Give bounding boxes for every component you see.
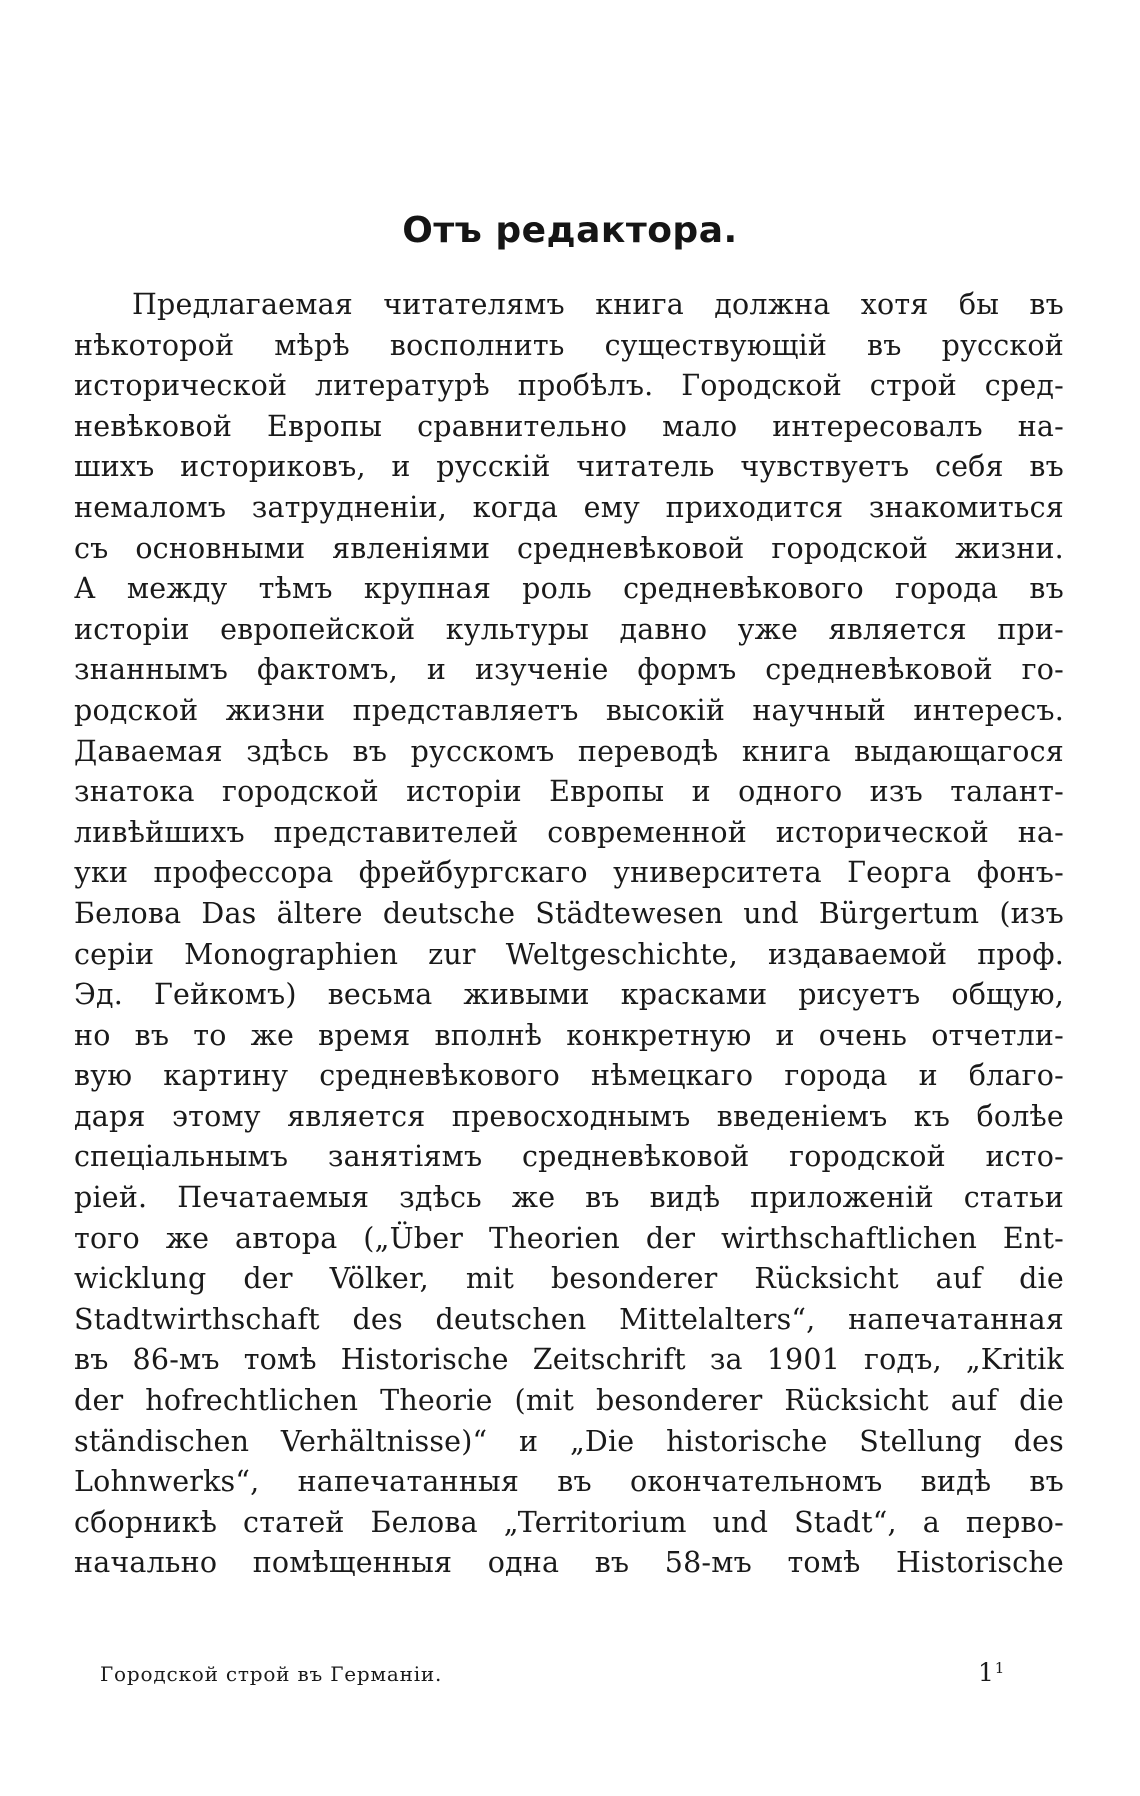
text-line: Stadtwirthschaft des deutschen Mittelalters“, напечатанная (74, 1302, 1064, 1336)
text-line: сборникѣ статей Белова „Territorium und Stadt“, а перво- (74, 1505, 1064, 1539)
text-line: вую картину средневѣкового нѣмецкаго города и благо- (74, 1059, 1064, 1093)
text-line: но въ то же время вполнѣ конкретную и очень отчетли- (74, 1018, 1064, 1052)
signature-number: 1 (978, 1658, 995, 1687)
signature-superscript: 1 (994, 1659, 1006, 1677)
text-line: wicklung der Völker, mit besonderer Rücksicht auf die (74, 1262, 1064, 1296)
text-line: исторической литературѣ пробѣлъ. Городской строй сред- (74, 369, 1064, 403)
text-line: родской жизни представляетъ высокій научный интересъ. (74, 693, 1064, 727)
text-line: исторіи европейской культуры давно уже является при- (74, 612, 1064, 646)
page-title: Отъ редактора. (402, 210, 738, 251)
text-line: знатока городской исторіи Европы и одного изъ талант- (74, 775, 1064, 809)
text-line: невѣковой Европы сравнительно мало интересовалъ на- (74, 409, 1064, 443)
text-line: Lohnwerks“, напечатанныя въ окончательномъ видѣ въ (74, 1465, 1064, 1499)
text-line: ріей. Печатаемыя здѣсь же въ видѣ приложеній статьи (74, 1181, 1064, 1215)
text-line: серіи Monographien zur Weltgeschichte, издаваемой проф. (74, 937, 1064, 971)
text-line: уки профессора фрейбургскаго университета Георга фонъ- (74, 856, 1064, 890)
running-title: Городской строй въ Германіи. (100, 1662, 443, 1686)
text-line: начально помѣщенныя одна въ 58-мъ томѣ Historische (74, 1546, 1064, 1580)
text-line: спеціальнымъ занятіямъ средневѣковой городской исто- (74, 1140, 1064, 1174)
signature-mark (978, 1658, 1005, 1687)
text-line: Даваемая здѣсь въ русскомъ переводѣ книга выдающагося (74, 734, 1064, 768)
text-line: А между тѣмъ крупная роль средневѣкового города въ (74, 572, 1064, 606)
text-line: въ 86-мъ томѣ Historische Zeitschrift за 1901 годъ, „Kritik (74, 1343, 1064, 1377)
text-line: Белова Das ältere deutsche Städtewesen und Bürgertum (изъ (74, 896, 1064, 930)
text-line: Эд. Гейкомъ) весьма живыми красками рисуетъ общую, (74, 978, 1064, 1012)
body-text (74, 285, 1064, 1584)
text-line: знаннымъ фактомъ, и изученіе формъ средневѣковой го- (74, 653, 1064, 687)
text-line: der hofrechtlichen Theorie (mit besonderer Rücksicht auf die (74, 1384, 1064, 1418)
text-line: немаломъ затрудненіи, когда ему приходится знакомиться (74, 490, 1064, 524)
page-footer (100, 1658, 1006, 1692)
text-line: ständischen Verhältnisse)“ и „Die historische Stellung des (74, 1424, 1064, 1458)
text-line: Предлагаемая читателямъ книга должна хотя бы въ (132, 288, 1064, 321)
text-line: ливѣйшихъ представителей современной исторической на- (74, 815, 1064, 849)
text-line: шихъ историковъ, и русскій читатель чувствуетъ себя въ (74, 450, 1064, 484)
text-line: даря этому является превосходнымъ введеніемъ къ болѣе (74, 1099, 1064, 1133)
text-line: того же автора („Über Theorien der wirthschaftlichen Ent- (74, 1221, 1064, 1255)
text-line: нѣкоторой мѣрѣ восполнить существующій въ русской (74, 328, 1064, 362)
text-line: съ основными явленіями средневѣковой городской жизни. (74, 531, 1064, 565)
